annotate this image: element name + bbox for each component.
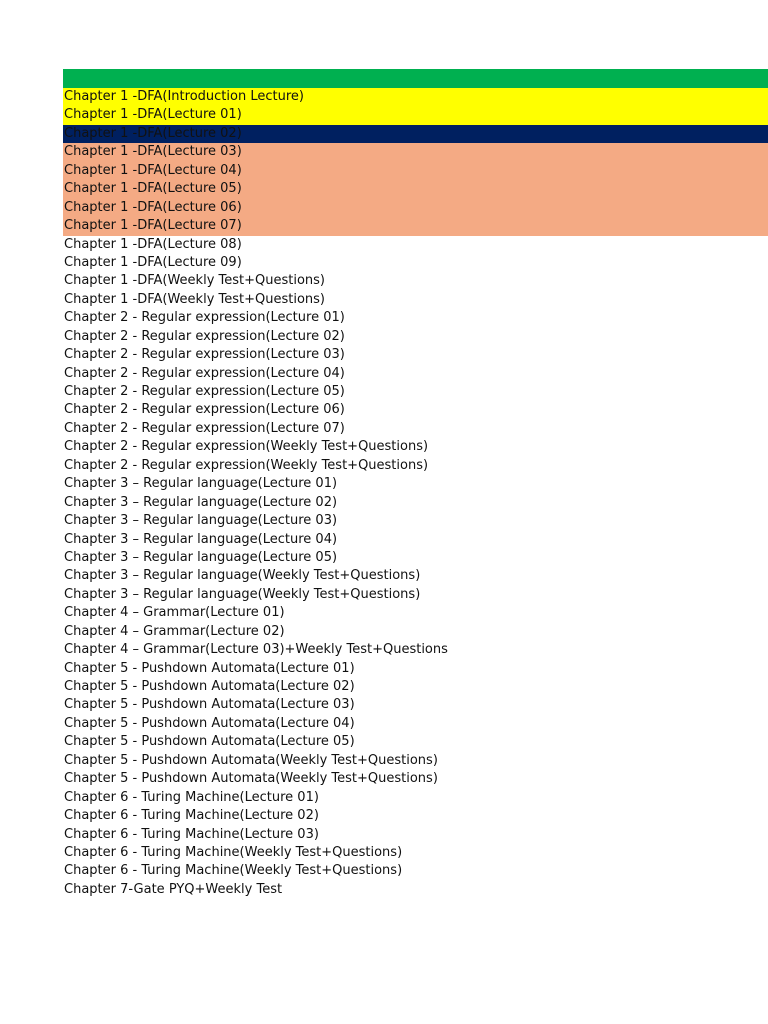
lecture-row[interactable]: Chapter 5 - Pushdown Automata(Lecture 04) <box>63 715 768 733</box>
lecture-row[interactable]: Chapter 1 -DFA(Lecture 06) <box>63 199 768 217</box>
lecture-row[interactable]: Chapter 3 – Regular language(Weekly Test+Questions) <box>63 586 768 604</box>
lecture-row[interactable]: Chapter 5 - Pushdown Automata(Weekly Test+Questions) <box>63 752 768 770</box>
lecture-row[interactable]: Chapter 1 -DFA(Lecture 08) <box>63 236 768 254</box>
lecture-row[interactable]: Chapter 4 – Grammar(Lecture 01) <box>63 604 768 622</box>
lecture-row[interactable]: Chapter 6 - Turing Machine(Lecture 01) <box>63 789 768 807</box>
spreadsheet-sheet <box>63 69 768 899</box>
lecture-row[interactable]: Chapter 2 - Regular expression(Weekly Test+Questions) <box>63 438 768 456</box>
lecture-row[interactable]: Chapter 6 - Turing Machine(Weekly Test+Questions) <box>63 844 768 862</box>
lecture-row[interactable]: Chapter 1 -DFA(Weekly Test+Questions) <box>63 272 768 290</box>
lecture-row[interactable]: Chapter 3 – Regular language(Weekly Test+Questions) <box>63 567 768 585</box>
lecture-row[interactable]: Chapter 2 - Regular expression(Lecture 05) <box>63 383 768 401</box>
lecture-row[interactable]: Chapter 1 -DFA(Lecture 01) <box>63 106 768 124</box>
lecture-row[interactable]: Chapter 4 – Grammar(Lecture 02) <box>63 623 768 641</box>
lecture-row[interactable]: Chapter 4 – Grammar(Lecture 03)+Weekly Test+Questions <box>63 641 768 659</box>
lecture-row[interactable]: Chapter 1 -DFA(Lecture 09) <box>63 254 768 272</box>
lecture-row[interactable]: Chapter 2 - Regular expression(Lecture 07) <box>63 420 768 438</box>
lecture-row[interactable]: Chapter 1 -DFA(Lecture 04) <box>63 162 768 180</box>
lecture-row[interactable]: Chapter 1 -DFA(Lecture 02) <box>63 125 768 143</box>
lecture-row[interactable]: Chapter 3 – Regular language(Lecture 02) <box>63 494 768 512</box>
lecture-row[interactable]: Chapter 6 - Turing Machine(Weekly Test+Questions) <box>63 862 768 880</box>
lecture-row[interactable]: Chapter 3 – Regular language(Lecture 05) <box>63 549 768 567</box>
lecture-row[interactable]: Chapter 1 -DFA(Lecture 07) <box>63 217 768 235</box>
lecture-row[interactable]: Chapter 2 - Regular expression(Lecture 01) <box>63 309 768 327</box>
lecture-row[interactable]: Chapter 1 -DFA(Weekly Test+Questions) <box>63 291 768 309</box>
lecture-row[interactable]: Chapter 1 -DFA(Introduction Lecture) <box>63 88 768 106</box>
lecture-row[interactable]: Chapter 5 - Pushdown Automata(Lecture 01) <box>63 660 768 678</box>
lecture-row[interactable]: Chapter 5 - Pushdown Automata(Weekly Test+Questions) <box>63 770 768 788</box>
lecture-row[interactable]: Chapter 2 - Regular expression(Lecture 06) <box>63 401 768 419</box>
lecture-row[interactable]: Chapter 1 -DFA(Lecture 05) <box>63 180 768 198</box>
lecture-row[interactable]: Chapter 3 – Regular language(Lecture 01) <box>63 475 768 493</box>
lecture-row[interactable]: Chapter 2 - Regular expression(Lecture 04) <box>63 365 768 383</box>
lecture-row[interactable]: Chapter 3 – Regular language(Lecture 03) <box>63 512 768 530</box>
lecture-row[interactable]: Chapter 3 – Regular language(Lecture 04) <box>63 531 768 549</box>
lecture-row[interactable]: Chapter 2 - Regular expression(Lecture 03) <box>63 346 768 364</box>
header-bar <box>63 69 768 88</box>
lecture-row[interactable]: Chapter 2 - Regular expression(Lecture 02) <box>63 328 768 346</box>
lecture-row[interactable]: Chapter 5 - Pushdown Automata(Lecture 05) <box>63 733 768 751</box>
lecture-row[interactable]: Chapter 5 - Pushdown Automata(Lecture 02) <box>63 678 768 696</box>
lecture-row[interactable]: Chapter 1 -DFA(Lecture 03) <box>63 143 768 161</box>
lecture-row[interactable]: Chapter 5 - Pushdown Automata(Lecture 03) <box>63 696 768 714</box>
lecture-row[interactable]: Chapter 6 - Turing Machine(Lecture 03) <box>63 826 768 844</box>
lecture-row[interactable]: Chapter 7-Gate PYQ+Weekly Test <box>63 881 768 899</box>
lecture-list <box>63 88 768 899</box>
lecture-row[interactable]: Chapter 2 - Regular expression(Weekly Test+Questions) <box>63 457 768 475</box>
lecture-row[interactable]: Chapter 6 - Turing Machine(Lecture 02) <box>63 807 768 825</box>
